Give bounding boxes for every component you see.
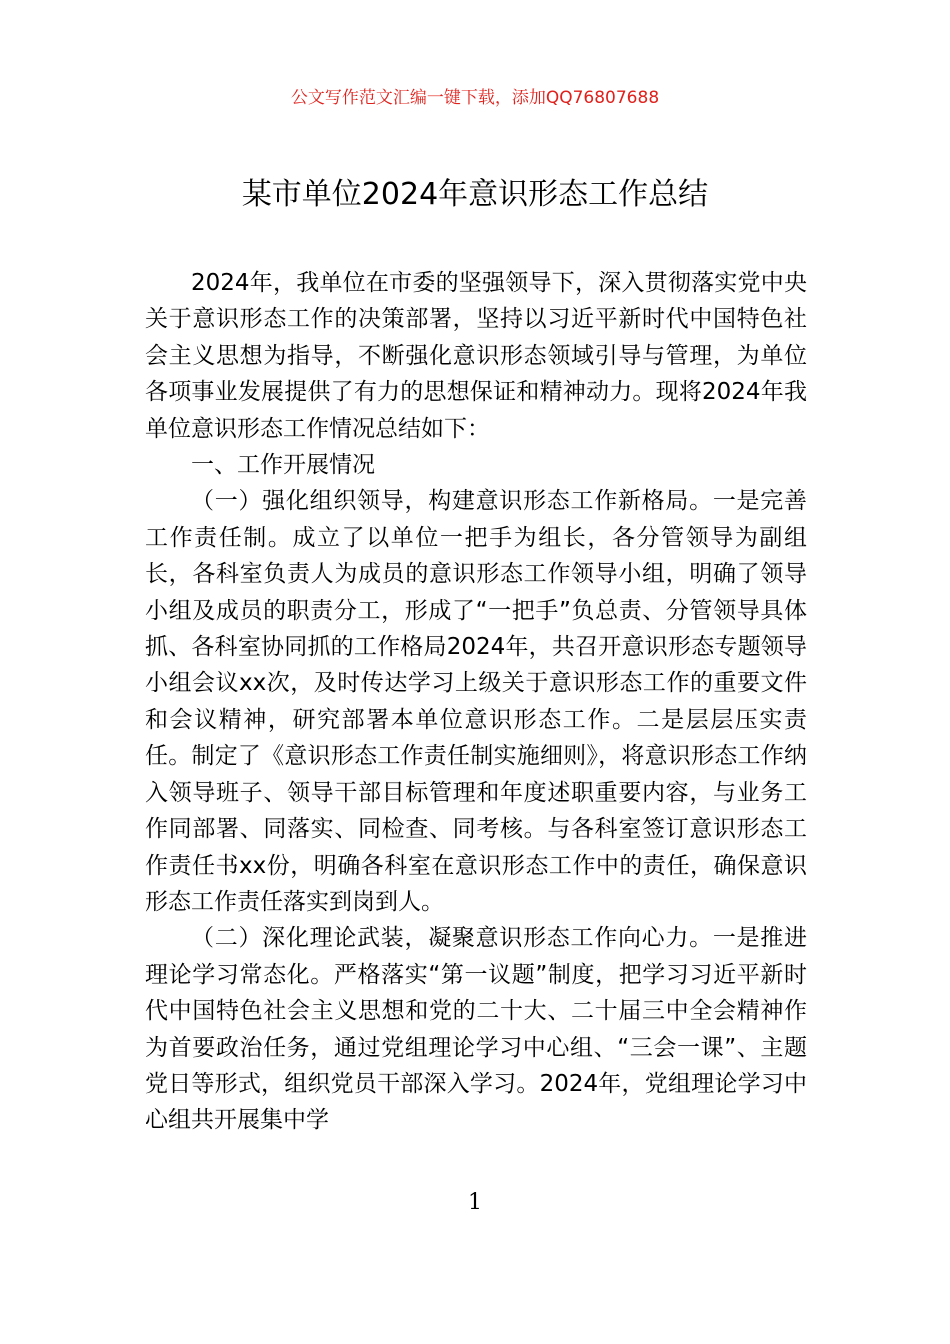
subsection-paragraph-theory: （二）深化理论武装，凝聚意识形态工作向心力。一是推进理论学习常态化。严格落实“第一议题”制度，把学习习近平新时代中国特色社会主义思想和党的二十大、二十届三中全会精神作为首要政治任务，通过党组理论学习中心组、“三会一课”、主题党日等形式，组织党员干部深入学习。2024年，党组理论学习中心组共开展集中学	[145, 925, 807, 1134]
document-body	[145, 265, 807, 1139]
intro-paragraph: 2024年，我单位在市委的坚强领导下，深入贯彻落实党中央关于意识形态工作的决策部署，坚持以习近平新时代中国特色社会主义思想为指导，不断强化意识形态领域引导与管理，为单位各项事业发展提供了有力的思想保证和精神动力。现将2024年我单位意识形态工作情况总结如下：	[145, 270, 807, 442]
download-ad-banner: 公文写作范文汇编一键下载，添加QQ76807688	[290, 88, 660, 108]
page-number: 1	[468, 1190, 482, 1215]
subsection-paragraph-organization: （一）强化组织领导，构建意识形态工作新格局。一是完善工作责任制。成立了以单位一把手为组长，各分管领导为副组长，各科室负责人为成员的意识形态工作领导小组，明确了领导小组及成员的职责分工，形成了“一把手”负总责、分管领导具体抓、各科室协同抓的工作格局2024年，共召开意识形态专题领导小组会议xx次，及时传达学习上级关于意识形态工作的重要文件和会议精神，研究部署本单位意识形态工作。二是层层压实责任。制定了《意识形态工作责任制实施细则》，将意识形态工作纳入领导班子、领导干部目标管理和年度述职重要内容，与业务工作同部署、同落实、同检查、同考核。与各科室签订意识形态工作责任书xx份，明确各科室在意识形态工作中的责任，确保意识形态工作责任落实到岗到人。	[145, 488, 807, 915]
document-title: 某市单位2024年意识形态工作总结	[241, 177, 709, 212]
section-heading-work-progress: 一、工作开展情况	[191, 452, 375, 479]
